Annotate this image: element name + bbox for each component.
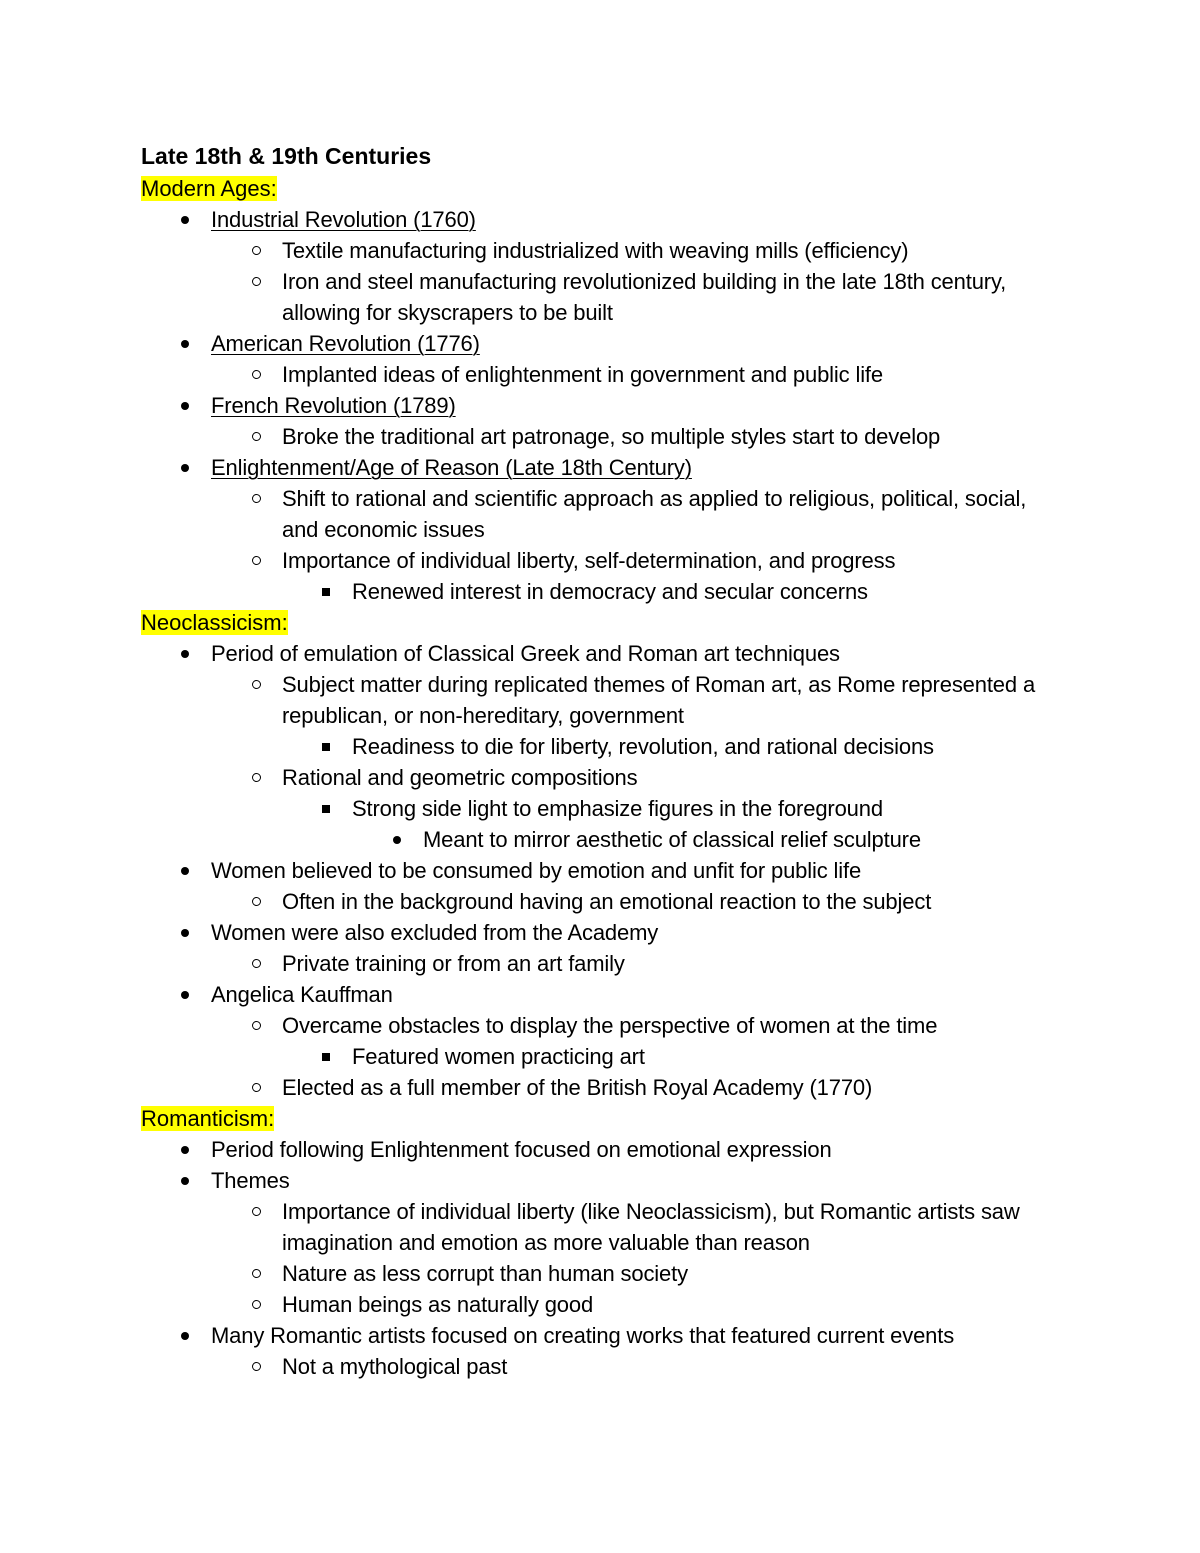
list-item [141,1196,1061,1258]
bullet-circle-icon [246,948,266,979]
bullet-dot-icon [175,1320,195,1351]
bullet-dot-icon [175,917,195,948]
section-heading [141,1103,1061,1134]
bullet-circle-icon [246,1196,266,1227]
list-item-text: Not a mythological past [282,1354,508,1379]
list-item-text: Textile manufacturing industrialized with weaving mills (efficiency) [282,238,909,263]
list-item-text: Themes [211,1168,290,1193]
notes-outline [141,173,1061,1382]
list-item-text: Featured women practicing art [352,1044,645,1069]
bullet-dot-icon [387,824,407,855]
list-item [141,762,1061,793]
bullet-circle-icon [246,886,266,917]
bullet-circle-icon [246,266,266,297]
list-item-text: Readiness to die for liberty, revolution, and rational decisions [352,734,934,759]
bullet-square-icon [316,731,336,762]
list-item-text: Renewed interest in democracy and secular concerns [352,579,868,604]
list-item [141,1320,1061,1351]
section-heading-text: Romanticism: [141,1106,275,1131]
bullet-circle-icon [246,545,266,576]
bullet-dot-icon [175,452,195,483]
bullet-circle-icon [246,1010,266,1041]
list-item [141,1258,1061,1289]
list-item-text: Women were also excluded from the Academy [211,920,659,945]
list-item-text: American Revolution (1776) [211,331,480,356]
list-item [141,824,1061,855]
list-item-text: Enlightenment/Age of Reason (Late 18th Century) [211,455,692,480]
list-item [141,483,1061,545]
list-item-text: Period of emulation of Classical Greek and Roman art techniques [211,641,840,666]
bullet-dot-icon [175,1134,195,1165]
list-item-text: Rational and geometric compositions [282,765,638,790]
list-item [141,855,1061,886]
bullet-dot-icon [175,204,195,235]
list-item [141,917,1061,948]
list-item-text: Private training or from an art family [282,951,625,976]
bullet-square-icon [316,576,336,607]
list-item [141,669,1061,731]
list-item-text: Period following Enlightenment focused on emotional expression [211,1137,832,1162]
bullet-circle-icon [246,483,266,514]
bullet-dot-icon [175,1165,195,1196]
section-heading [141,173,1061,204]
list-item [141,1351,1061,1382]
list-item [141,1041,1061,1072]
list-item-text: Meant to mirror aesthetic of classical relief sculpture [423,827,921,852]
list-item [141,638,1061,669]
list-item-text: Women believed to be consumed by emotion and unfit for public life [211,858,862,883]
list-item [141,328,1061,359]
bullet-square-icon [316,1041,336,1072]
bullet-circle-icon [246,1289,266,1320]
list-item-text: Often in the background having an emotional reaction to the subject [282,889,932,914]
document-title: Late 18th & 19th Centuries [141,143,432,169]
list-item [141,886,1061,917]
list-item-text: Shift to rational and scientific approach as applied to religious, political, social, and economic issues [282,486,1027,542]
bullet-dot-icon [175,855,195,886]
list-item [141,793,1061,824]
section [141,1103,1061,1382]
list-item-text: Human beings as naturally good [282,1292,594,1317]
list-item [141,452,1061,483]
list-item-text: Importance of individual liberty, self-determination, and progress [282,548,896,573]
bullet-dot-icon [175,638,195,669]
list-item-text: Strong side light to emphasize figures in the foreground [352,796,883,821]
bullet-circle-icon [246,235,266,266]
list-item [141,390,1061,421]
list-item [141,1165,1061,1196]
list-item [141,1072,1061,1103]
section-heading-text: Neoclassicism: [141,610,288,635]
list-item-text: Nature as less corrupt than human society [282,1261,688,1286]
list-item [141,235,1061,266]
bullet-dot-icon [175,390,195,421]
list-item [141,421,1061,452]
list-item [141,1010,1061,1041]
bullet-circle-icon [246,1258,266,1289]
list-item [141,979,1061,1010]
list-item-text: Implanted ideas of enlightenment in government and public life [282,362,883,387]
list-item-text: Subject matter during replicated themes of Roman art, as Rome represented a republican, or non-hereditary, government [282,672,1036,728]
section [141,173,1061,607]
bullet-square-icon [316,793,336,824]
list-item-text: Industrial Revolution (1760) [211,207,476,232]
list-item-text: Angelica Kauffman [211,982,393,1007]
list-item [141,266,1061,328]
bullet-dot-icon [175,328,195,359]
bullet-circle-icon [246,762,266,793]
list-item-text: Importance of individual liberty (like Neoclassicism), but Romantic artists saw imagination and emotion as more valuable than reason [282,1199,1020,1255]
section-heading-text: Modern Ages: [141,176,277,201]
list-item [141,1134,1061,1165]
list-item [141,204,1061,235]
list-item-text: Broke the traditional art patronage, so multiple styles start to develop [282,424,941,449]
list-item [141,576,1061,607]
bullet-circle-icon [246,359,266,390]
section-heading [141,607,1061,638]
list-item-text: Iron and steel manufacturing revolutionized building in the late 18th century, allowing for skyscrapers to be built [282,269,1007,325]
list-item-text: Overcame obstacles to display the perspective of women at the time [282,1013,938,1038]
list-item-text: Elected as a full member of the British Royal Academy (1770) [282,1075,873,1100]
list-item [141,1289,1061,1320]
list-item [141,359,1061,390]
list-item-text: French Revolution (1789) [211,393,456,418]
document-body [141,140,1061,1382]
list-item [141,731,1061,762]
list-item [141,545,1061,576]
section [141,607,1061,1103]
bullet-circle-icon [246,1072,266,1103]
list-item-text: Many Romantic artists focused on creating works that featured current events [211,1323,955,1348]
bullet-circle-icon [246,1351,266,1382]
bullet-circle-icon [246,669,266,700]
bullet-circle-icon [246,421,266,452]
list-item [141,948,1061,979]
bullet-dot-icon [175,979,195,1010]
